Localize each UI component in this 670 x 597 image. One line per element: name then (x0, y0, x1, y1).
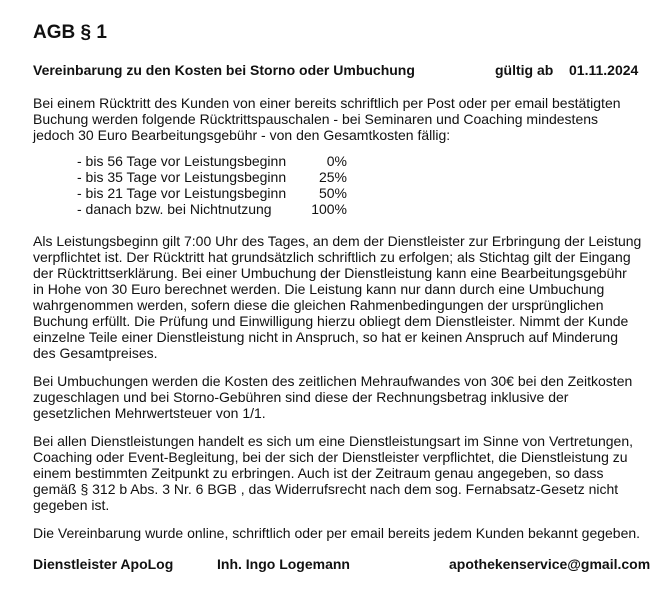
fee-percent: 50% (318, 185, 347, 201)
text-line: Buchung werden folgende Rücktrittspauschalen - bei Seminaren und Coaching mindestens (33, 111, 599, 127)
fee-list-item (77, 201, 347, 217)
paragraph-notice (33, 525, 640, 541)
text-line: verpflichtet ist. Der Rücktritt hat grundsätzlich schriftlich zu erfolgen; als Stichtag gilt der Eingang (33, 249, 631, 265)
paragraph-cancellation (33, 95, 621, 143)
footer-provider: Dienstleister ApoLog (33, 556, 174, 572)
fee-period: - bis 21 Tage vor Leistungsbeginn (77, 185, 287, 201)
fee-list-item (77, 169, 347, 185)
text-line: Bei allen Dienstleistungen handelt es sich um eine Dienstleistungsart im Sinne von Vertretungen, (33, 433, 634, 449)
fee-percent: 100% (311, 201, 347, 217)
fee-percent: 0% (326, 153, 347, 169)
page-title: AGB § 1 (33, 22, 107, 43)
text-line: Buchung erfüllt. Die Prüfung und Einwilligung hierzu obliegt dem Dienstleister. Nimmt der Kunde (33, 313, 629, 329)
fee-period: - danach bzw. bei Nichtnutzung (77, 201, 272, 217)
text-line: jedoch 30 Euro Bearbeitungsgebühr - von den Gesamtkosten fällig: (33, 127, 451, 143)
fee-list-item (77, 185, 347, 201)
valid-from-label: gültig ab (495, 62, 554, 78)
text-line: Bei Umbuchungen werden die Kosten des zeitlichen Mehraufwandes von 30€ bei den Zeitkosten (33, 373, 633, 389)
fee-percent: 25% (318, 169, 347, 185)
valid-from-date: 01.11.2024 (569, 62, 639, 78)
text-line: einzelne Teile einer Dienstleistung nicht in Anspruch, so hat er keinen Anspruch auf Minderung (33, 329, 618, 345)
text-line: Bei einem Rücktritt des Kunden von einer bereits schriftlich per Post oder per email bestätigten (33, 95, 621, 111)
paragraph-withdrawal-right (33, 433, 633, 513)
text-line: der Rücktrittserklärung. Bei einer Umbuchung der Dienstleistung kann eine Bearbeitungsgebühr (33, 265, 627, 281)
text-line: gemäß § 312 b Abs. 3 Nr. 6 BGB , das Widerrufsrecht nach dem sog. Fernabsatz-Gesetz nicht (33, 481, 619, 497)
fee-period: - bis 56 Tage vor Leistungsbeginn (77, 153, 287, 169)
text-line: gesetzlichen Mehrwertsteuer von 1/1. (33, 405, 266, 421)
fee-period: - bis 35 Tage vor Leistungsbeginn (77, 169, 287, 185)
text-line: Als Leistungsbeginn gilt 7:00 Uhr des Tages, an dem der Dienstleister zur Erbringung der Leistung (33, 233, 642, 249)
fee-list-item (77, 153, 347, 169)
text-line: zugeschlagen und bei Storno-Gebühren sind diese der Rechnungsbetrag inklusive der (33, 389, 569, 405)
paragraph-rebooking-costs (33, 373, 632, 421)
text-line: wahrgenommen werden, sofern diese die gleichen Rahmenbedingungen der ursprünglichen (33, 297, 604, 313)
footer-owner: Inh. Ingo Logemann (217, 556, 350, 572)
text-line: Die Vereinbarung wurde online, schriftlich oder per email bereits jedem Kunden bekannt gegeben. (33, 525, 641, 541)
text-line: einem bestimmten Zeitpunkt zu erbringen. Auch ist der Zeitraum genau angegeben, so dass (33, 465, 604, 481)
agreement-heading: Vereinbarung zu den Kosten bei Storno oder Umbuchung (33, 62, 415, 78)
fee-list (77, 153, 347, 217)
text-line: Coaching oder Event-Begleitung, bei der sich der Dienstleister verpflichtet, die Dienstleistung zu (33, 449, 628, 465)
text-line: gegeben ist. (33, 497, 110, 513)
paragraph-service-start (33, 233, 641, 361)
text-line: in Hohe von 30 Euro berechnet werden. Die Leistung kann nur dann durch eine Umbuchung (33, 281, 605, 297)
text-line: des Gesamtpreises. (33, 345, 158, 361)
footer-email[interactable]: apothekenservice@gmail.com (449, 556, 651, 572)
